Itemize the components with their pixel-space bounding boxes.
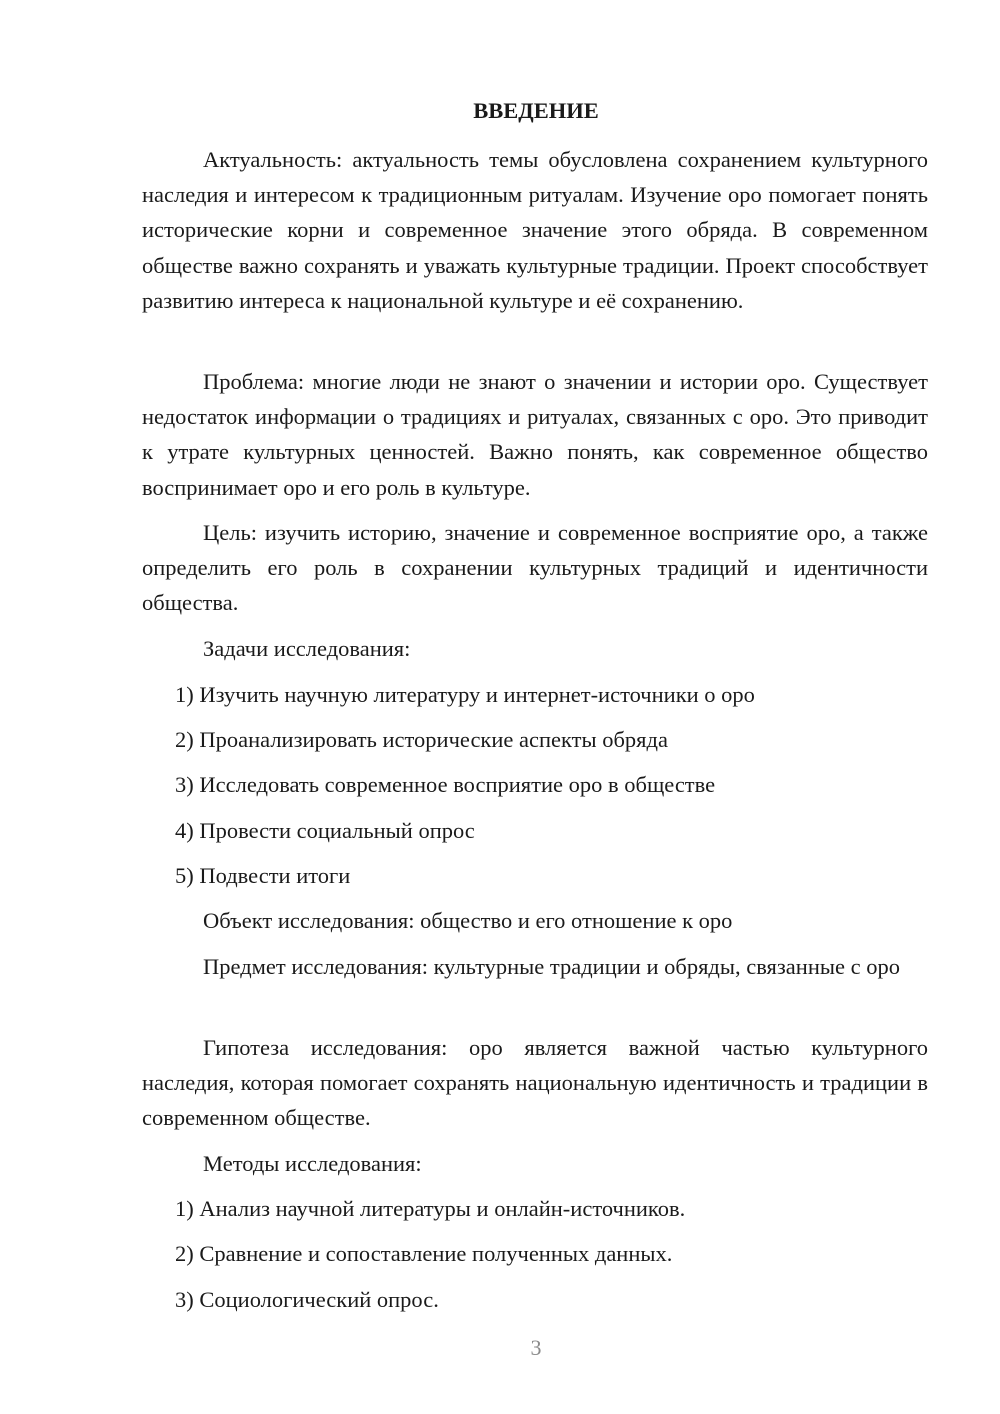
method-item-3: 3) Социологический опрос. (175, 1287, 439, 1312)
task-item-3: 3) Исследовать современное восприятие оро в обществе (175, 772, 716, 797)
task-item-1: 1) Изучить научную литературу и интернет-источники о оро (175, 682, 755, 707)
goal-paragraph: Цель: изучить историю, значение и современное восприятие оро, а также определить его роль в сохранении культурных традиций и идентичности общества. (142, 520, 928, 616)
hypothesis-paragraph: Гипотеза исследования: оро является важной частью культурного наследия, которая помогает сохранять национальную идентичность и традиции в современном обществе. (142, 1035, 928, 1131)
method-item-1: 1) Анализ научной литературы и онлайн-источников. (175, 1196, 686, 1221)
task-item-2: 2) Проанализировать исторические аспекты обряда (175, 727, 668, 752)
page-number: 3 (530, 1335, 542, 1360)
tasks-heading: Задачи исследования: (203, 636, 411, 661)
task-item-5: 5) Подвести итоги (175, 863, 351, 888)
object-paragraph: Объект исследования: общество и его отношение к оро (203, 908, 733, 933)
relevance-paragraph: Актуальность: актуальность темы обусловлена сохранением культурного наследия и интересом к традиционным ритуалам. Изучение оро помогает понять исторические корни и современное значение этого обряда. В современном обществе важно сохранять и уважать культурные традиции. Проект способствует развитию интереса к национальной культуре и её сохранению. (142, 147, 928, 313)
task-item-4: 4) Провести социальный опрос (175, 818, 475, 843)
problem-paragraph: Проблема: многие люди не знают о значении и истории оро. Существует недостаток информации о традициях и ритуалах, связанных с оро. Это приводит к утрате культурных ценностей. Важно понять, как современное общество воспринимает оро и его роль в культуре. (142, 369, 928, 500)
section-heading: ВВЕДЕНИЕ (473, 98, 599, 123)
method-item-2: 2) Сравнение и сопоставление полученных данных. (175, 1241, 673, 1266)
methods-heading: Методы исследования: (203, 1151, 422, 1176)
subject-paragraph: Предмет исследования: культурные традиции и обряды, связанные с оро (203, 954, 900, 979)
